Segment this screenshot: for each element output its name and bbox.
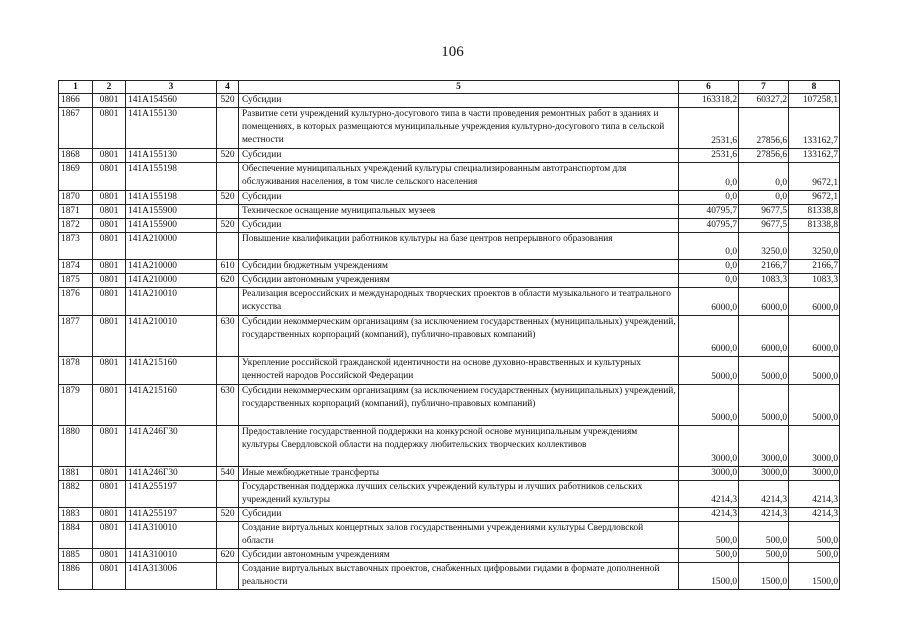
amount-col7: 2166,7 [739,260,789,274]
target-code: 141A255197 [126,481,217,508]
table-row [59,233,840,260]
column-header: 3 [126,81,217,94]
amount-col8: 3250,0 [789,233,840,260]
amount-col7: 6000,0 [739,316,789,357]
row-number: 1870 [59,191,93,205]
target-code: 141A155900 [126,205,217,219]
amount-col6: 2531,6 [679,149,739,163]
section-code: 0801 [93,549,126,563]
item-name: Субсидии [239,508,679,522]
amount-col6: 500,0 [679,549,739,563]
item-name: Техническое оснащение муниципальных музеев [239,205,679,219]
item-name: Субсидии автономным учреждениям [239,549,679,563]
column-header: 6 [679,81,739,94]
amount-col7: 0,0 [739,191,789,205]
amount-col8: 107258,1 [789,94,840,108]
table-row [59,94,840,108]
table-row [59,191,840,205]
amount-col8: 5000,0 [789,357,840,385]
budget-table [58,80,840,590]
amount-col7: 500,0 [739,522,789,549]
amount-col6: 4214,3 [679,508,739,522]
amount-col7: 60327,2 [739,94,789,108]
row-number: 1867 [59,108,93,149]
section-code: 0801 [93,94,126,108]
expense-type-code [217,426,239,467]
expense-type-code [217,108,239,149]
table-row [59,467,840,481]
target-code: 141A210010 [126,316,217,357]
amount-col8: 9672,1 [789,191,840,205]
table-row [59,508,840,522]
table-row [59,108,840,149]
amount-col7: 9677,5 [739,205,789,219]
amount-col8: 6000,0 [789,316,840,357]
amount-col6: 1500,0 [679,563,739,590]
table-row [59,288,840,316]
target-code: 141A215160 [126,385,217,426]
target-code: 141A154560 [126,94,217,108]
amount-col8: 6000,0 [789,288,840,316]
target-code: 141A255197 [126,508,217,522]
expense-type-code [217,357,239,385]
amount-col6: 6000,0 [679,288,739,316]
row-number: 1872 [59,219,93,233]
column-header: 5 [239,81,679,94]
amount-col7: 27856,6 [739,108,789,149]
expense-type-code: 620 [217,274,239,288]
row-number: 1879 [59,385,93,426]
amount-col6: 40795,7 [679,205,739,219]
expense-type-code: 520 [217,219,239,233]
amount-col6: 6000,0 [679,316,739,357]
section-code: 0801 [93,508,126,522]
amount-col7: 5000,0 [739,357,789,385]
amount-col6: 0,0 [679,163,739,191]
table-row [59,316,840,357]
section-code: 0801 [93,481,126,508]
amount-col7: 9677,5 [739,219,789,233]
row-number: 1885 [59,549,93,563]
row-number: 1866 [59,94,93,108]
amount-col7: 5000,0 [739,385,789,426]
amount-col8: 3000,0 [789,467,840,481]
target-code: 141A210010 [126,288,217,316]
item-name: Иные межбюджетные трансферты [239,467,679,481]
row-number: 1880 [59,426,93,467]
section-code: 0801 [93,288,126,316]
item-name: Обеспечение муниципальных учреждений культуры специализированным автотранспортом для обслуживания населения, в том числе сельского населения [239,163,679,191]
row-number: 1871 [59,205,93,219]
amount-col8: 1083,3 [789,274,840,288]
amount-col7: 1500,0 [739,563,789,590]
column-header: 8 [789,81,840,94]
amount-col6: 500,0 [679,522,739,549]
row-number: 1874 [59,260,93,274]
amount-col8: 500,0 [789,522,840,549]
amount-col7: 500,0 [739,549,789,563]
item-name: Субсидии [239,219,679,233]
item-name: Реализация всероссийских и международных творческих проектов в области музыкального и театрального искусства [239,288,679,316]
row-number: 1878 [59,357,93,385]
expense-type-code [217,563,239,590]
target-code: 141A210000 [126,260,217,274]
amount-col6: 40795,7 [679,219,739,233]
amount-col6: 163318,2 [679,94,739,108]
expense-type-code: 630 [217,316,239,357]
column-header: 4 [217,81,239,94]
target-code: 141A310010 [126,549,217,563]
section-code: 0801 [93,149,126,163]
item-name: Укрепление российской гражданской идентичности на основе духовно-нравственных и культурных ценностей народов Российской Федерации [239,357,679,385]
target-code: 141A246Г30 [126,426,217,467]
expense-type-code: 520 [217,94,239,108]
column-header: 7 [739,81,789,94]
expense-type-code [217,481,239,508]
target-code: 141A310010 [126,522,217,549]
target-code: 141A155130 [126,149,217,163]
expense-type-code: 620 [217,549,239,563]
target-code: 141A313006 [126,563,217,590]
amount-col6: 2531,6 [679,108,739,149]
amount-col8: 2166,7 [789,260,840,274]
table-row [59,219,840,233]
amount-col6: 0,0 [679,260,739,274]
expense-type-code [217,205,239,219]
section-code: 0801 [93,316,126,357]
section-code: 0801 [93,191,126,205]
section-code: 0801 [93,357,126,385]
row-number: 1869 [59,163,93,191]
section-code: 0801 [93,219,126,233]
column-header: 2 [93,81,126,94]
table-row [59,357,840,385]
item-name: Субсидии автономным учреждениям [239,274,679,288]
amount-col7: 27856,6 [739,149,789,163]
section-code: 0801 [93,163,126,191]
row-number: 1875 [59,274,93,288]
table-row [59,549,840,563]
table-row [59,205,840,219]
amount-col7: 3000,0 [739,426,789,467]
column-header: 1 [59,81,93,94]
target-code: 141A155198 [126,163,217,191]
amount-col6: 4214,3 [679,481,739,508]
amount-col8: 1500,0 [789,563,840,590]
item-name: Повышение квалификации работников культуры на базе центров непрерывного образования [239,233,679,260]
item-name: Субсидии [239,94,679,108]
item-name: Создание виртуальных концертных залов государственными учреждениями культуры Свердловской области [239,522,679,549]
expense-type-code [217,163,239,191]
target-code: 141A155198 [126,191,217,205]
amount-col6: 0,0 [679,191,739,205]
expense-type-code [217,233,239,260]
amount-col6: 5000,0 [679,385,739,426]
amount-col8: 4214,3 [789,508,840,522]
section-code: 0801 [93,426,126,467]
table-row [59,260,840,274]
item-name: Субсидии бюджетным учреждениям [239,260,679,274]
table-row [59,385,840,426]
amount-col8: 9672,1 [789,163,840,191]
amount-col8: 133162,7 [789,108,840,149]
amount-col8: 4214,3 [789,481,840,508]
amount-col6: 0,0 [679,233,739,260]
row-number: 1886 [59,563,93,590]
target-code: 141A210000 [126,233,217,260]
row-number: 1884 [59,522,93,549]
item-name: Субсидии некоммерческим организациям (за исключением государственных (муниципальных) учреждений, государственных корпораций (компаний), публично-правовых компаний) [239,316,679,357]
expense-type-code: 520 [217,508,239,522]
row-number: 1873 [59,233,93,260]
section-code: 0801 [93,385,126,426]
target-code: 141A215160 [126,357,217,385]
table-row [59,522,840,549]
row-number: 1881 [59,467,93,481]
expense-type-code: 630 [217,385,239,426]
expense-type-code: 610 [217,260,239,274]
amount-col8: 81338,8 [789,219,840,233]
target-code: 141A246Г30 [126,467,217,481]
row-number: 1882 [59,481,93,508]
expense-type-code: 540 [217,467,239,481]
amount-col7: 0,0 [739,163,789,191]
item-name: Субсидии некоммерческим организациям (за исключением государственных (муниципальных) учреждений, государственных корпораций (компаний), публично-правовых компаний) [239,385,679,426]
header-row [59,81,840,94]
item-name: Государственная поддержка лучших сельских учреждений культуры и лучших работников сельских учреждений культуры [239,481,679,508]
table-row [59,426,840,467]
amount-col7: 6000,0 [739,288,789,316]
row-number: 1876 [59,288,93,316]
section-code: 0801 [93,467,126,481]
amount-col8: 81338,8 [789,205,840,219]
amount-col6: 0,0 [679,274,739,288]
section-code: 0801 [93,274,126,288]
section-code: 0801 [93,233,126,260]
table-row [59,481,840,508]
amount-col6: 3000,0 [679,467,739,481]
item-name: Развитие сети учреждений культурно-досугового типа в части проведения ремонтных работ в зданиях и помещениях, в которых размещаются муниципальные учреждения культурно-досугового типа в сельской местности [239,108,679,149]
amount-col8: 133162,7 [789,149,840,163]
row-number: 1883 [59,508,93,522]
expense-type-code [217,288,239,316]
amount-col6: 5000,0 [679,357,739,385]
target-code: 141A210000 [126,274,217,288]
amount-col7: 3250,0 [739,233,789,260]
page-number: 106 [441,44,464,60]
expense-type-code: 520 [217,149,239,163]
amount-col7: 1083,3 [739,274,789,288]
target-code: 141A155900 [126,219,217,233]
section-code: 0801 [93,108,126,149]
amount-col7: 3000,0 [739,467,789,481]
amount-col6: 3000,0 [679,426,739,467]
table-row [59,563,840,590]
section-code: 0801 [93,522,126,549]
expense-type-code: 520 [217,191,239,205]
table-row [59,149,840,163]
amount-col8: 500,0 [789,549,840,563]
amount-col7: 4214,3 [739,508,789,522]
amount-col8: 5000,0 [789,385,840,426]
row-number: 1877 [59,316,93,357]
item-name: Субсидии [239,149,679,163]
item-name: Предоставление государственной поддержки на конкурсной основе муниципальным учреждениям культуры Свердловской области на поддержку любительских творческих коллективов [239,426,679,467]
expense-type-code [217,522,239,549]
table-row [59,274,840,288]
table-row [59,163,840,191]
section-code: 0801 [93,205,126,219]
amount-col7: 4214,3 [739,481,789,508]
row-number: 1868 [59,149,93,163]
section-code: 0801 [93,563,126,590]
item-name: Субсидии [239,191,679,205]
item-name: Создание виртуальных выставочных проектов, снабженных цифровыми гидами в формате дополненной реальности [239,563,679,590]
target-code: 141A155130 [126,108,217,149]
amount-col8: 3000,0 [789,426,840,467]
section-code: 0801 [93,260,126,274]
